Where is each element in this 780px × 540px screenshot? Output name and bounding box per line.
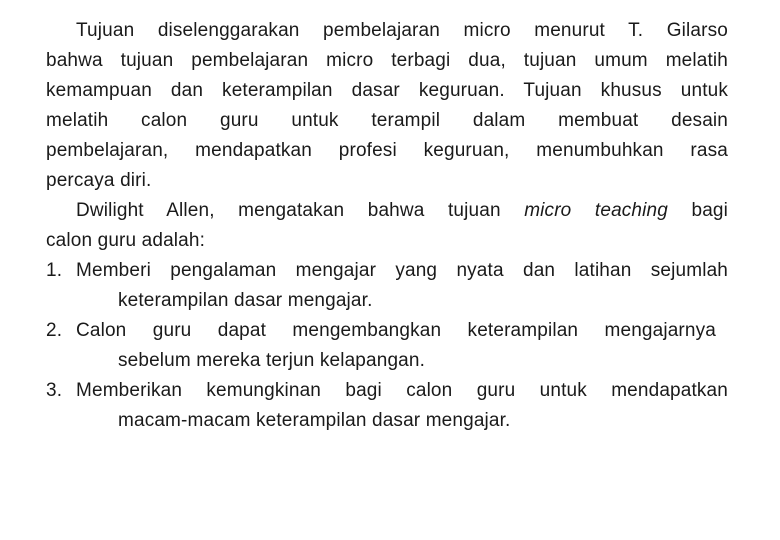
list-item-line: Memberikan kemungkinan bagi calon guru untuk mendapatkan	[76, 380, 728, 401]
paragraph-line: percaya diri.	[46, 170, 152, 191]
paragraph-line: bahwa tujuan pembelajaran micro terbagi dua, tujuan umum melatih	[46, 50, 728, 71]
list-item-line: Memberi pengalaman mengajar yang nyata dan latihan sejumlah	[76, 260, 728, 281]
paragraph-gilarso	[46, 16, 728, 196]
paragraph-line: calon guru adalah:	[46, 230, 206, 251]
paragraph-line: pembelajaran, mendapatkan profesi keguruan, menumbuhkan rasa	[46, 140, 728, 161]
text-segment: Dwilight Allen, mengatakan bahwa tujuan	[76, 200, 525, 221]
list-item-line: Calon guru dapat mengembangkan keterampilan mengajarnya	[76, 320, 716, 341]
list-number: 2.	[46, 320, 63, 341]
list-number: 3.	[46, 380, 63, 401]
list-item	[46, 376, 728, 436]
paragraph-line: melatih calon guru untuk terampil dalam membuat desain	[46, 110, 728, 131]
list-item	[46, 256, 728, 316]
italic-term: micro teaching	[524, 200, 668, 221]
paragraph-allen	[46, 196, 728, 256]
list-item-line: keterampilan dasar mengajar.	[118, 290, 373, 311]
goals-list	[46, 256, 728, 436]
list-item	[46, 316, 728, 376]
paragraph-line: kemampuan dan keterampilan dasar keguruan. Tujuan khusus untuk	[46, 80, 728, 101]
list-item-line: macam-macam keterampilan dasar mengajar.	[118, 410, 511, 431]
list-number: 1.	[46, 260, 63, 281]
paragraph-line: Tujuan diselenggarakan pembelajaran micro menurut T. Gilarso	[76, 20, 728, 41]
text-segment: bagi	[667, 200, 728, 221]
document-body	[46, 16, 728, 436]
paragraph-line	[46, 196, 728, 226]
list-item-line: sebelum mereka terjun kelapangan.	[118, 350, 426, 371]
